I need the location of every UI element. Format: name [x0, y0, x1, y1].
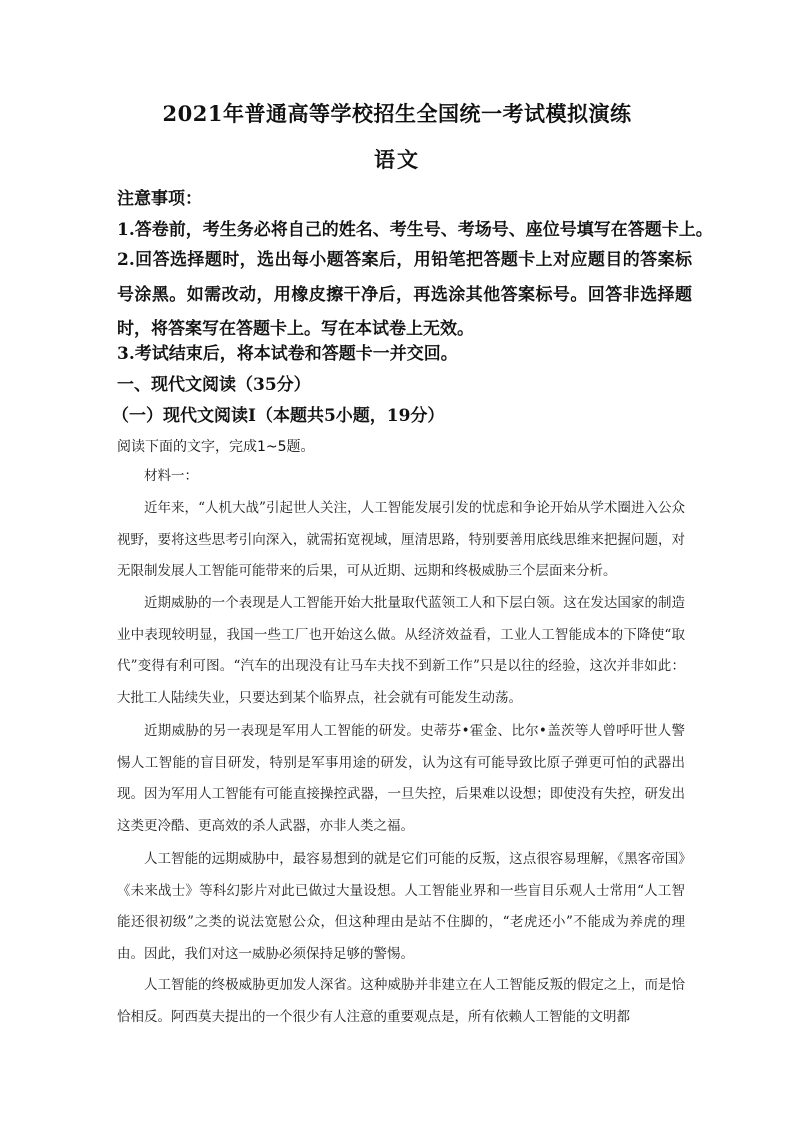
passage-paragraph: 近年来，“人机大战”引起世人关注，人工智能发展引发的忧虑和争论开始从学术圈进入公众视野，要将这些思考引向深入，就需拓宽视域，厘清思路，特别要善用底线思维来把握问题，对无限制发展人工智能可能带来的后果，可从近期、远期和终极威胁三个层面来分析。 [117, 500, 685, 579]
subject-title: 语文 [374, 147, 420, 172]
exam-title: 2021年普通高等学校招生全国统一考试模拟演练 [162, 101, 632, 126]
notice-heading: 注意事项： [117, 189, 202, 209]
section-subheading: （一）现代文阅读Ⅰ（本题共5小题，19分） [112, 406, 445, 426]
passage-paragraph: 人工智能的远期威胁中，最容易想到的就是它们可能的反叛，这点很容易理解，《黑客帝国》《未来战士》等科幻影片对此已做过大量设想。人工智能业界和一些盲目乐观人士常用“人工智能还很初级”之类的说法宽慰公众，但这种理由是站不住脚的，“老虎还小”不能成为养虎的理由。因此，我们对这一威胁必须保持足够的警惕。 [117, 851, 685, 962]
passage-paragraph: 近期威胁的一个表现是人工智能开始大批量取代蓝领工人和下层白领。这在发达国家的制造业中表现较明显，我国一些工厂也开始这么做。从经济效益看，工业人工智能成本的下降使“取代”变得有利可图。“汽车的出现没有让马车夫找不到新工作”只是以往的经验，这次并非如此：大批工人陆续失业，只要达到某个临界点，社会就有可能发生动荡。 [117, 595, 685, 706]
passage-paragraph: 人工智能的终极威胁更加发人深省。这种威胁并非建立在人工智能反叛的假定之上，而是恰恰相反。阿西莫夫提出的一个很少有人注意的重要观点是，所有依赖人工智能的文明都 [117, 977, 685, 1025]
notice-item-2: 2.回答选择题时，选出每小题答案后，用铅笔把答题卡上对应题目的答案标号涂黑。如需改动，用橡皮擦干净后，再选涂其他答案标号。回答非选择题时，将答案写在答题卡上。写在本试卷上无效。 [117, 250, 692, 339]
section-heading: 一、现代文阅读（35分） [117, 375, 311, 395]
reading-instruction: 阅读下面的文字，完成1~5题。 [117, 439, 315, 455]
notice-item-1: 1.答卷前，考生务必将自己的姓名、考生号、考场号、座位号填写在答题卡上。 [117, 220, 713, 240]
notice-item-3: 3.考试结束后，将本试卷和答题卡一并交回。 [117, 344, 458, 364]
material-label: 材料一： [144, 468, 198, 484]
passage-paragraph: 近期威胁的另一表现是军用人工智能的研发。史蒂芬•霍金、比尔•盖茨等人曾呼吁世人警惕人工智能的盲目研发，特别是军事用途的研发，认为这有可能导致比原子弹更可怕的武器出现。因为军用人工智能有可能直接操控武器，一旦失控，后果难以设想；即使没有失控，研发出这类更冷酷、更高效的杀人武器，亦非人类之福。 [117, 723, 685, 834]
